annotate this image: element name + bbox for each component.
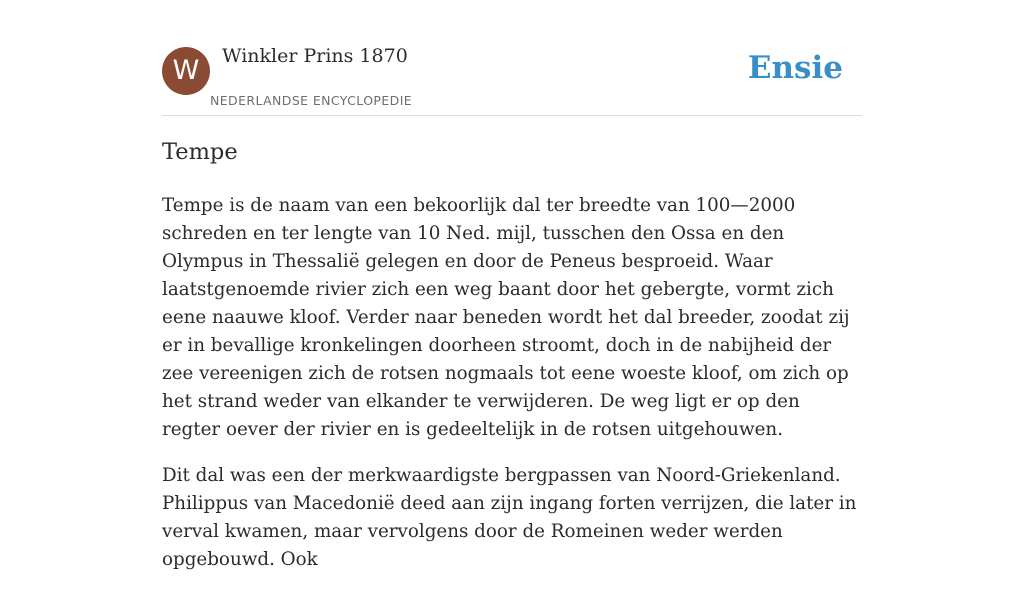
page [162, 0, 862, 570]
source-avatar[interactable]: W [162, 47, 210, 95]
ensie-logo-link[interactable]: Ensie [747, 50, 843, 86]
source-title[interactable]: Winkler Prins 1870 [222, 45, 408, 67]
article-body [162, 192, 862, 592]
article-title: Tempe [162, 139, 238, 165]
article-paragraph: Tempe is de naam van een bekoorlijk dal ter breedte van 100—2000 schreden en ter lengte van 10 Ned. mijl, tusschen den Ossa en den Olympus in Thessalië gelegen en door de Peneus besproeid. Waar laatstgenoemde rivier zich een weg baant door het gebergte, vormt zich eene naauwe kloof. Verder naar beneden wordt het dal breeder, zoodat zij er in bevallige kronkelingen doorheen stroomt, doch in de nabijheid der zee vereenigen zich de rotsen nogmaals tot eene woeste kloof, om zich op het strand weder van elkander te verwijderen. De weg ligt er op den regter oever der rivier en is gedeeltelijk in de rotsen uitgehouwen. [162, 195, 850, 440]
article-paragraph: Dit dal was een der merkwaardigste bergpassen van Noord-Griekenland. Philippus van Macedonië deed aan zijn ingang forten verrijzen, die later in verval kwamen, maar vervolgens door de Romeinen weder werden opgebouwd. Ook [162, 465, 857, 570]
source-subtitle: NEDERLANDSE ENCYCLOPEDIE [210, 93, 413, 108]
header [162, 0, 862, 116]
